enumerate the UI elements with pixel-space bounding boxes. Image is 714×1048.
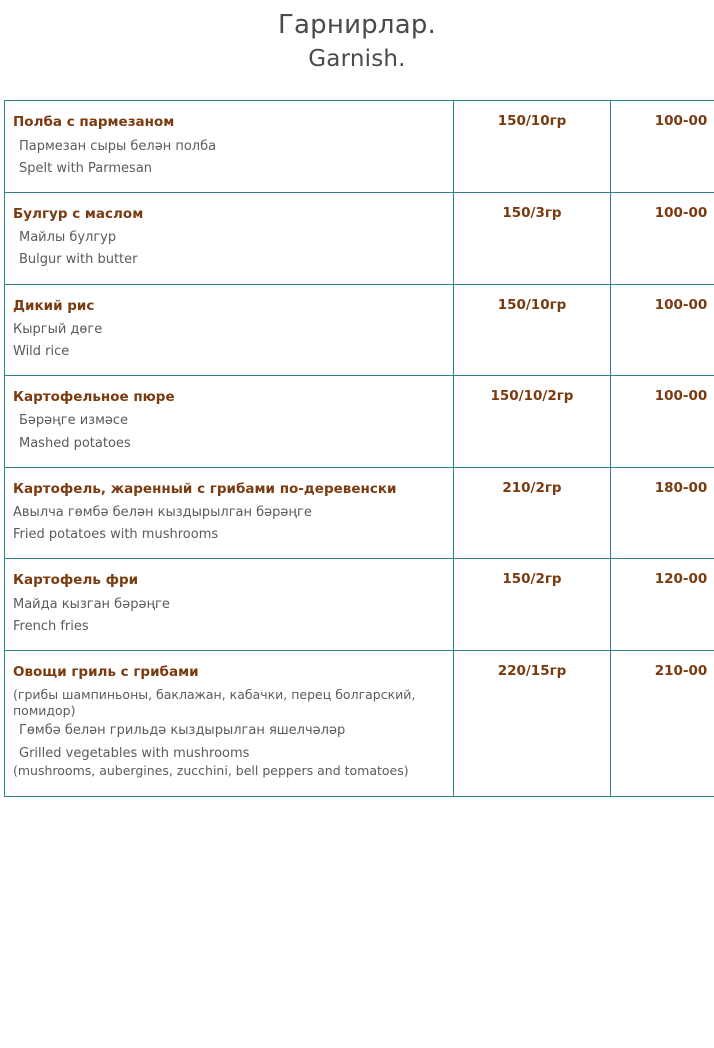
dish-cell bbox=[5, 193, 454, 285]
dish-name-ru: Картофель, жаренный с грибами по-деревенски bbox=[13, 480, 397, 497]
dish-weight: 150/10гр bbox=[454, 284, 611, 376]
dish-weight: 150/3гр bbox=[454, 193, 611, 285]
table-row bbox=[5, 193, 714, 285]
table-row bbox=[5, 651, 714, 797]
table-row bbox=[5, 101, 714, 193]
table-row bbox=[5, 559, 714, 651]
page-title bbox=[0, 0, 714, 76]
dish-name-tt: Майда кызган бәрәңге bbox=[13, 596, 170, 612]
dish-price: 180-00 bbox=[611, 467, 714, 559]
dish-name-tt: Авылча гөмбә белән кыздырылган бәрәңге bbox=[13, 505, 312, 521]
page-title-ru: Гарнирлар. bbox=[277, 10, 436, 40]
dish-weight: 150/10/2гр bbox=[454, 376, 611, 468]
dish-price: 100-00 bbox=[611, 376, 714, 468]
dish-cell bbox=[5, 101, 454, 193]
dish-price: 100-00 bbox=[611, 193, 714, 285]
dish-price: 210-00 bbox=[611, 651, 714, 797]
dish-price: 100-00 bbox=[611, 101, 714, 193]
menu-table bbox=[4, 100, 714, 797]
dish-name-en: Bulgur with butter bbox=[19, 252, 138, 268]
dish-cell bbox=[5, 284, 454, 376]
dish-weight: 150/10гр bbox=[454, 101, 611, 193]
dish-name-tt: Пармезан сыры белән полба bbox=[19, 138, 217, 154]
dish-name-tt: Бәрәңге измәсе bbox=[19, 413, 129, 429]
dish-weight: 150/2гр bbox=[454, 559, 611, 651]
dish-name-ru: Булгур с маслом bbox=[13, 206, 144, 223]
dish-name-ru: Дикий рис bbox=[13, 297, 95, 314]
dish-cell bbox=[5, 376, 454, 468]
dish-name-en: Spelt with Parmesan bbox=[19, 160, 153, 176]
dish-name-ru: Овощи гриль с грибами bbox=[13, 664, 199, 680]
dish-name-en: Grilled vegetables with mushrooms bbox=[19, 745, 250, 761]
table-row bbox=[5, 467, 714, 559]
dish-name-en: Wild rice bbox=[13, 344, 70, 360]
dish-name-tt: Майлы булгур bbox=[19, 230, 117, 246]
dish-name-en: Mashed potatoes bbox=[19, 435, 131, 451]
table-row bbox=[5, 376, 714, 468]
dish-price: 120-00 bbox=[611, 559, 714, 651]
dish-cell bbox=[5, 467, 454, 559]
dish-name-ru: Картофельное пюре bbox=[13, 389, 175, 406]
dish-weight: 220/15гр bbox=[454, 651, 611, 797]
dish-name-ru: Картофель фри bbox=[13, 572, 139, 589]
dish-name-en: Fried potatoes with mushrooms bbox=[13, 527, 219, 543]
dish-cell bbox=[5, 559, 454, 651]
dish-name-ru: Полба с пармезаном bbox=[13, 114, 175, 131]
dish-sub-ru: (грибы шампиньоны, баклажан, кабачки, перец болгарский, помидор) bbox=[13, 687, 416, 718]
menu-table-body bbox=[5, 101, 714, 797]
dish-weight: 210/2гр bbox=[454, 467, 611, 559]
table-row bbox=[5, 284, 714, 376]
dish-cell bbox=[5, 651, 454, 797]
dish-name-tt: Гөмбә белән грильдә кыздырылган яшелчәләр bbox=[19, 723, 346, 739]
dish-name-en: French fries bbox=[13, 618, 89, 634]
page-title-en: Garnish. bbox=[308, 46, 406, 73]
dish-sub-en: (mushrooms, aubergines, zucchini, bell peppers and tomatoes) bbox=[13, 762, 409, 778]
dish-price: 100-00 bbox=[611, 284, 714, 376]
dish-name-tt: Кыргый дөге bbox=[13, 321, 103, 337]
